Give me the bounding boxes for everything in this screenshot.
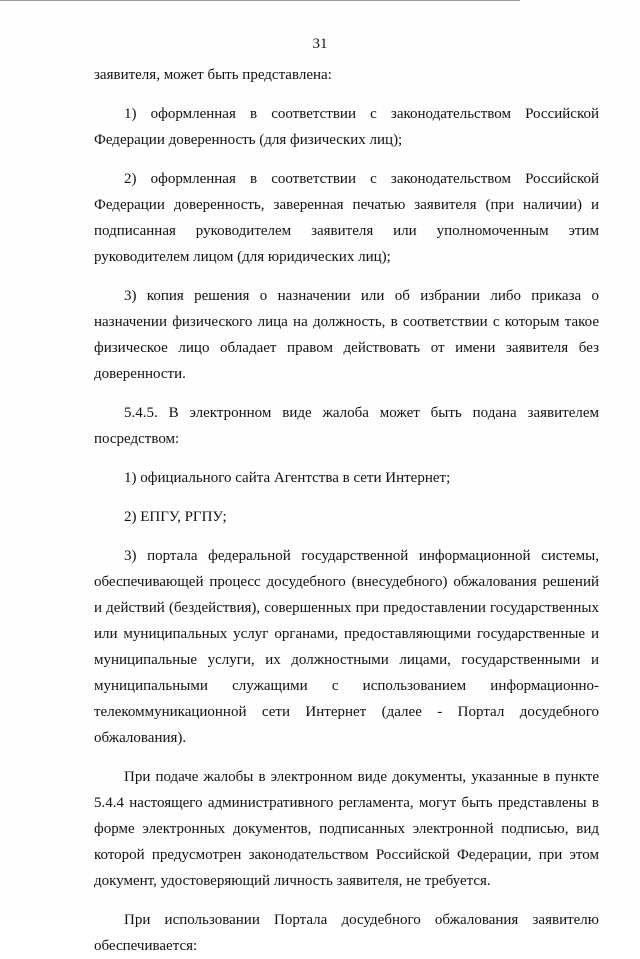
paragraph-5-4-5-electronic-complaint: 5.4.5. В электронном виде жалоба может быть подана заявителем посредством: — [94, 405, 599, 447]
paragraph-item-2-legal-entity-power-of-attorney: 2) оформленная в соответствии с законодательством Российской Федерации доверенность, заверенная печатью заявителя (при наличии) и подписанная руководителем заявителя или уполномоченным этим руководителем лицом (для юридических лиц); — [94, 171, 599, 265]
paragraph-item-3-appointment-decision: 3) копия решения о назначении или об избрании либо приказа о назначении физического лица на должность, в соответствии с которым такое физическое лицо обладает правом действовать от имени заявителя без доверенности. — [94, 288, 599, 382]
paragraph-channel-pretrial-portal: 3) портала федеральной государственной информационной системы, обеспечивающей процесс досудебного (внесудебного) обжалования решений и действий (бездействия), совершенных при предоставлении государственных или муниципальных услуг органами, предоставляющими государственные и муниципальные услуги, их должностными лицами, государственными и муниципальными служащими с использованием информационно-телекоммуникационной сети Интернет (далее - Портал досудебного обжалования). — [94, 548, 599, 746]
paragraph-channel-epgu-rgpu: 2) ЕПГУ, РГПУ; — [124, 509, 227, 525]
paragraph-portal-provides: При использовании Портала досудебного обжалования заявителю обеспечивается: — [94, 912, 599, 954]
paragraph-representative-intro: заявителя, может быть представлена: — [94, 67, 332, 83]
paragraph-channel-agency-website: 1) официального сайта Агентства в сети Интернет; — [124, 470, 451, 486]
document-body — [94, 62, 599, 959]
scan-edge-line — [0, 0, 520, 1]
paragraph-electronic-documents: При подаче жалобы в электронном виде документы, указанные в пункте 5.4.4 настоящего административного регламента, могут быть представлены в форме электронных документов, подписанных электронной подписью, вид которой предусмотрен законодательством Российской Федерации, при этом документ, удостоверяющий личность заявителя, не требуется. — [94, 769, 599, 889]
page-number: 31 — [312, 36, 328, 52]
paragraph-item-1-individual-power-of-attorney: 1) оформленная в соответствии с законодательством Российской Федерации доверенность (для физических лиц); — [94, 106, 599, 148]
